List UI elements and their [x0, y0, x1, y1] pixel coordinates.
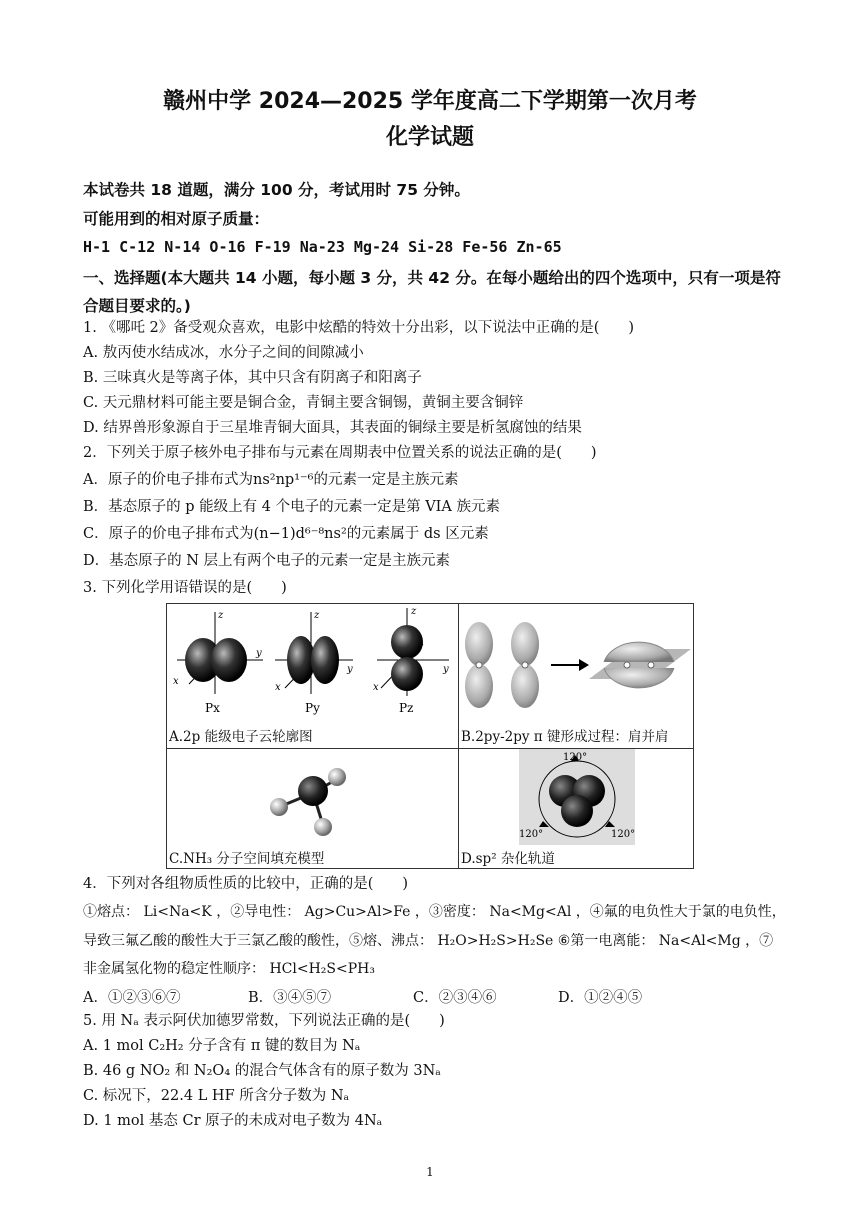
axis-z-label: z: [314, 610, 320, 621]
intro-line-1: 本试卷共 18 道题，满分 100 分，考试用时 75 分钟。: [83, 181, 470, 199]
q5-option-d: D. 1 mol 基态 Cr 原子的未成对电子数为 4Nₐ: [83, 1113, 383, 1129]
px-label: Px: [205, 701, 220, 715]
q1-option-a: A. 敖丙使水结成冰，水分子之间的间隙减小: [83, 345, 364, 361]
q2-a-pre: A．原子的价电子排布式为: [83, 472, 253, 488]
p-orbitals-figure: [167, 604, 457, 724]
angle-left: 120°: [519, 829, 544, 840]
q4-option-a: A．①②③⑥⑦: [83, 990, 181, 1006]
angle-top: 120°: [563, 752, 588, 763]
q5-option-c: C. 标况下，22.4 L HF 所含分子数为 Nₐ: [83, 1088, 350, 1104]
q1-option-c: C. 天元鼎材料可能主要是铜合金，青铜主要含铜锡，黄铜主要含铜锌: [83, 395, 524, 411]
section-heading: 一、选择题(本大题共 14 小题，每小题 3 分，共 42 分。在每小题给出的四个选项中，只有一项是符合题目要求的。): [83, 269, 781, 315]
q2-a-formula: ns²np¹⁻⁶: [252, 472, 314, 488]
axis-y-label: y: [443, 664, 449, 675]
axis-z-label: z: [218, 610, 224, 621]
caption-a: A.2p 能级电子云轮廓图: [169, 729, 313, 745]
py-orbital: [275, 610, 353, 715]
q2-option-d: D．基态原子的 N 层上有两个电子的元素一定是主族元素: [83, 553, 451, 569]
q4-line-2: 导致三氟乙酸的酸性大于三氯乙酸的酸性，⑤熔、沸点： H₂O>H₂S>H₂Se ⑥第一电离能： Na<Al<Mg ，⑦: [83, 933, 774, 949]
axis-y-label: y: [347, 664, 353, 675]
exam-title: 赣州中学 2024—2025 学年度高二下学期第一次月考: [163, 89, 697, 114]
page-number: 1: [426, 1165, 434, 1179]
q2-c-formula: (n−1)d⁶⁻⁸ns²: [253, 526, 347, 542]
atomic-masses: H-1 C-12 N-14 O-16 F-19 Na-23 Mg-24 Si-28 Fe-56 Zn-65: [83, 238, 562, 256]
q2-option-a: [83, 470, 783, 490]
q2-stem: 2．下列关于原子核外电子排布与元素在周期表中位置关系的说法正确的是( ): [83, 445, 597, 461]
pz-label: Pz: [399, 701, 414, 715]
caption-c: C.NH₃ 分子空间填充模型: [169, 851, 325, 867]
cell-a: [167, 604, 459, 749]
intro-line-2: 可能用到的相对原子质量：: [83, 210, 270, 228]
axis-x-label: x: [173, 676, 179, 687]
q2-c-post: 的元素属于 ds 区元素: [346, 526, 489, 542]
q1-option-d: D. 结界兽形象源自于三星堆青铜大面具，其表面的铜绿主要是析氢腐蚀的结果: [83, 420, 582, 436]
caption-b: B.2py-2py π 键形成过程：肩并肩: [461, 729, 669, 745]
axis-y-label: y: [256, 648, 262, 659]
q4-option-c: C．②③④⑥: [413, 990, 497, 1006]
pi-bond-figure: [459, 604, 694, 724]
q4-options: [83, 986, 783, 1007]
q1-option-b: B. 三味真火是等离子体，其中只含有阴离子和阳离子: [83, 370, 422, 386]
q5-option-b: B. 46 g NO₂ 和 N₂O₄ 的混合气体含有的原子数为 3Nₐ: [83, 1063, 441, 1079]
q5-stem: 5. 用 Nₐ 表示阿伏加德罗常数，下列说法正确的是( ): [83, 1013, 445, 1029]
q4-option-d: D．①②④⑤: [558, 990, 643, 1006]
px-orbital: [173, 610, 263, 715]
cell-c: [167, 749, 459, 869]
nh3-model-figure: [167, 749, 457, 847]
axis-z-label: z: [411, 606, 417, 617]
angle-right: 120°: [611, 829, 636, 840]
q1-stem: 1. 《哪吒 2》备受观众喜欢，电影中炫酷的特效十分出彩，以下说法中正确的是( ): [83, 320, 635, 336]
q2-c-pre: C．原子的价电子排布式为: [83, 526, 254, 542]
sp2-orbital-figure: [459, 749, 694, 847]
q3-figure-table: [166, 603, 694, 869]
q2-option-b: B．基态原子的 p 能级上有 4 个电子的元素一定是第 VIA 族元素: [83, 499, 500, 515]
q3-stem: 3. 下列化学用语错误的是( ): [83, 580, 287, 596]
axis-x-label: x: [373, 682, 379, 693]
q5-option-a: A. 1 mol C₂H₂ 分子含有 π 键的数目为 Nₐ: [83, 1038, 361, 1054]
q4-stem: 4．下列对各组物质性质的比较中，正确的是( ): [83, 876, 409, 892]
cell-d: [459, 749, 694, 869]
py-label: Py: [305, 701, 320, 715]
q4-line-1: ①熔点： Li<Na<K ，②导电性： Ag>Cu>Al>Fe ，③密度： Na<Mg<Al ，④氟的电负性大于氯的电负性，: [83, 904, 786, 920]
cell-b: [459, 604, 694, 749]
q2-a-post: 的元素一定是主族元素: [313, 472, 459, 488]
q4-line-3: 非金属氢化物的稳定性顺序： HCl<H₂S<PH₃: [83, 961, 375, 977]
pz-orbital: [373, 606, 449, 715]
q2-option-c: [83, 524, 783, 544]
q4-option-b: B．③④⑤⑦: [248, 990, 332, 1006]
exam-subtitle: 化学试题: [385, 125, 474, 150]
caption-d: D.sp² 杂化轨道: [461, 851, 555, 867]
axis-x-label: x: [275, 682, 281, 693]
